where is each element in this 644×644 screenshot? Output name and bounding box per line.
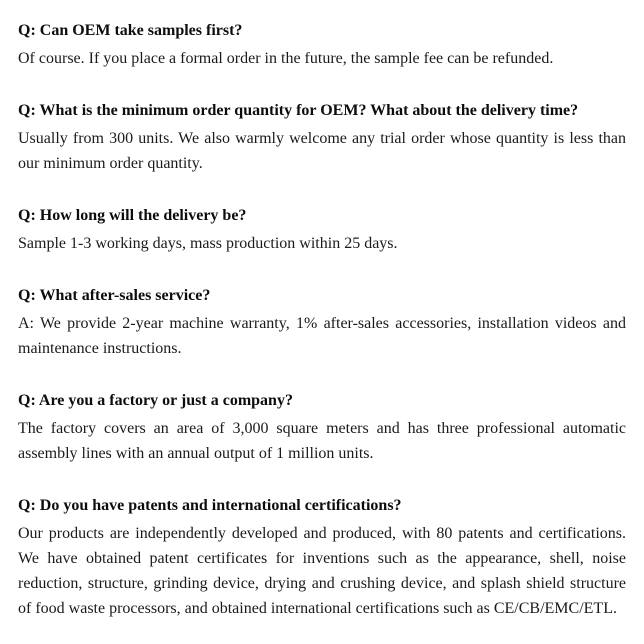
faq-item (18, 18, 626, 71)
faq-item (18, 283, 626, 361)
faq-question: Q: What is the minimum order quantity for OEM? What about the delivery time? (18, 102, 579, 119)
faq-answer: Usually from 300 units. We also warmly welcome any trial order whose quantity is less than our minimum order quantity. (18, 130, 626, 172)
faq-item (18, 388, 626, 466)
faq-question: Q: Do you have patents and international certifications? (18, 497, 402, 514)
faq-answer: Of course. If you place a formal order in the future, the sample fee can be refunded. (18, 50, 554, 67)
faq-answer: Our products are independently developed and produced, with 80 patents and certifications. We have obtained patent certificates for inventions such as the appearance, shell, noise reduction, structure, grinding device, drying and crushing device, and splash shield structure of food waste processors, and obtained international certifications such as CE/CB/EMC/ETL. (18, 525, 626, 617)
faq-item (18, 493, 626, 621)
faq-question: Q: Can OEM take samples first? (18, 22, 243, 39)
faq-item (18, 203, 626, 256)
faq-question: Q: Are you a factory or just a company? (18, 392, 293, 409)
faq-question: Q: How long will the delivery be? (18, 207, 247, 224)
faq-answer: Sample 1-3 working days, mass production within 25 days. (18, 235, 398, 252)
faq-item (18, 98, 626, 176)
faq-question: Q: What after-sales service? (18, 287, 211, 304)
faq-answer: The factory covers an area of 3,000 square meters and has three professional automatic assembly lines with an annual output of 1 million units. (18, 420, 626, 462)
faq-answer: A: We provide 2-year machine warranty, 1% after-sales accessories, installation videos and maintenance instructions. (18, 315, 626, 357)
